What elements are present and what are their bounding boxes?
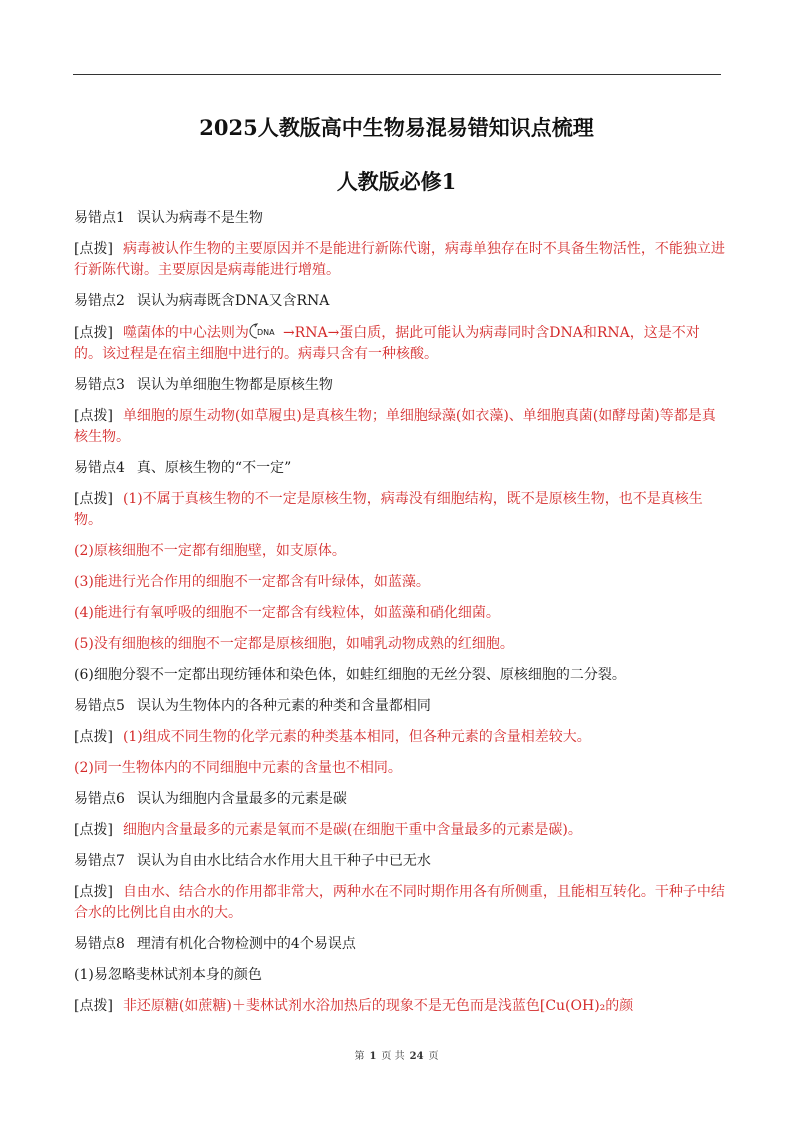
point-note-1 [74,239,726,281]
dna-replication-loop-icon [249,322,283,340]
point-number: 易错点2 [74,293,125,309]
note-tag: [点拨] [74,325,113,341]
point-number: 易错点8 [74,936,125,952]
list-item: (2)原核细胞不一定都有细胞壁，如支原体。 [74,543,346,559]
point-title: 误认为单细胞生物都是原核生物 [136,377,333,393]
note-tag: [点拨] [74,998,113,1014]
point-note-5 [74,727,726,748]
list-item: (4)能进行有氧呼吸的细胞不一定都含有线粒体，如蓝藻和硝化细菌。 [74,605,500,621]
point-heading-2 [74,291,726,312]
point-note-8 [74,996,726,1017]
point-heading-8 [74,934,726,955]
point-note-7 [74,882,726,924]
point-title: 误认为病毒不是生物 [136,210,263,226]
header-rule [73,74,721,75]
list-item: (6)细胞分裂不一定都出现纺锤体和染色体，如蛙红细胞的无丝分裂、原核细胞的二分裂。 [74,667,626,683]
document-title: 2025人教版高中生物易混易错知识点梳理 [199,115,594,140]
point-heading-6 [74,789,726,810]
point-heading-1 [74,208,726,229]
point-number: 易错点5 [74,698,125,714]
note-tag: [点拨] [74,241,113,257]
point-note-6 [74,820,726,841]
footer-suffix: 页 [428,1051,439,1062]
point-number: 易错点7 [74,853,125,869]
point-number: 易错点4 [74,460,125,476]
point-number: 易错点6 [74,791,125,807]
point-heading-7 [74,851,726,872]
note-text-after: →RNA→蛋白质，据此可能认为病毒同时含DNA和RNA，这是不对的。该过程是在宿主细胞中进行的。病毒只含有一种核酸。 [74,325,700,362]
point-title: 误认为自由水比结合水作用大且干种子中已无水 [136,853,431,869]
note-text: 单细胞的原生动物(如草履虫)是真核生物；单细胞绿藻(如衣藻)、单细胞真菌(如酵母菌)等都是真核生物。 [74,408,716,445]
note-text-before: 噬菌体的中心法则为 [122,325,249,341]
point-title: 误认为病毒既含DNA又含RNA [136,293,330,309]
note-text: 细胞内含量最多的元素是氧而不是碳(在细胞干重中含量最多的元素是碳)。 [122,822,582,838]
note-text: 非还原糖(如蔗糖)＋斐林试剂水浴加热后的现象不是无色而是浅蓝色[Cu(OH)₂的颜 [122,998,634,1014]
note-tag: [点拨] [74,408,113,424]
note-text: (1)不属于真核生物的不一定是原核生物，病毒没有细胞结构，既不是原核生物，也不是真核生物。 [74,491,703,528]
sub-heading: (1)易忽略斐林试剂本身的颜色 [74,967,262,983]
list-item: (3)能进行光合作用的细胞不一定都含有叶绿体，如蓝藻。 [74,574,430,590]
page-footer [0,1047,793,1062]
point-note-4 [74,489,726,531]
note-tag: [点拨] [74,884,113,900]
point-number: 易错点3 [74,377,125,393]
dna-label: DNA [256,328,275,337]
page-number: 1 [369,1051,377,1062]
note-tag: [点拨] [74,729,113,745]
footer-middle: 页 共 [381,1051,405,1062]
point-title: 真、原核生物的“不一定” [136,460,292,476]
note-text: 自由水、结合水的作用都非常大，两种水在不同时期作用各有所侧重，且能相互转化。干种子中结合水的比例比自由水的大。 [74,884,725,921]
list-item: (5)没有细胞核的细胞不一定都是原核细胞，如哺乳动物成熟的红细胞。 [74,636,514,652]
point-heading-4 [74,458,726,479]
document-subtitle: 人教版必修1 [336,169,457,194]
point-heading-5 [74,696,726,717]
point-heading-3 [74,375,726,396]
page-total: 24 [409,1051,424,1062]
list-item: (2)同一生物体内的不同细胞中元素的含量也不相同。 [74,760,402,776]
point-number: 易错点1 [74,210,125,226]
point-note-3 [74,406,726,448]
point-title: 误认为生物体内的各种元素的种类和含量都相同 [136,698,431,714]
note-text: (1)组成不同生物的化学元素的种类基本相同，但各种元素的含量相差较大。 [122,729,591,745]
note-text: 病毒被认作生物的主要原因并不是能进行新陈代谢，病毒单独存在时不具备生物活性，不能独立进行新陈代谢。主要原因是病毒能进行增殖。 [74,241,725,278]
footer-prefix: 第 [354,1051,365,1062]
document-body [74,208,726,1027]
note-tag: [点拨] [74,491,113,507]
point-note-2 [74,322,726,365]
point-title: 误认为细胞内含量最多的元素是碳 [136,791,347,807]
note-tag: [点拨] [74,822,113,838]
point-title: 理清有机化合物检测中的4个易误点 [136,936,356,952]
